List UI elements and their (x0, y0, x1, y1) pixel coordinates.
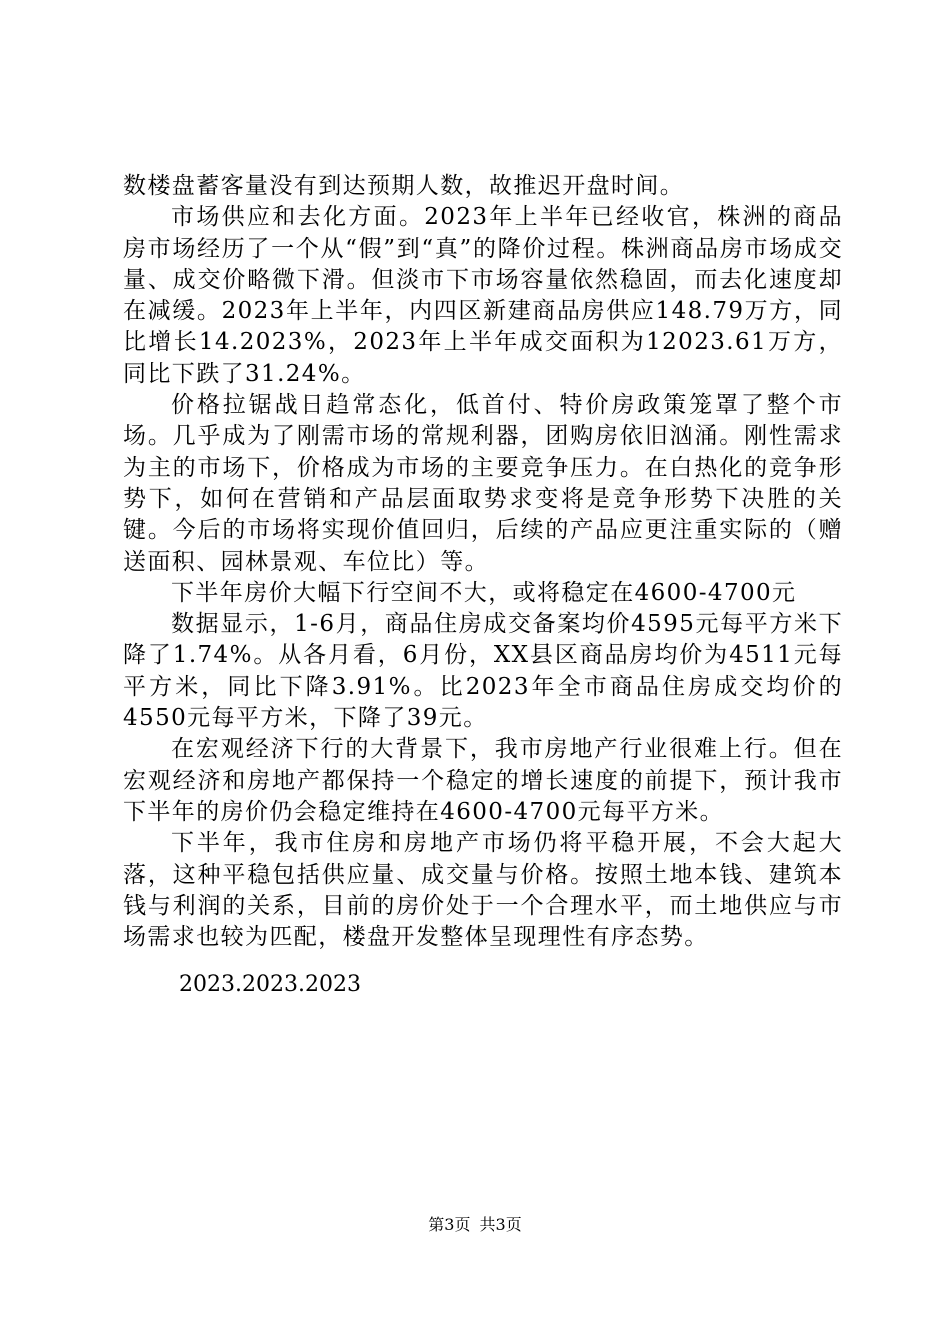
date-line: 2023.2023.2023 (179, 972, 361, 997)
body-text (123, 171, 843, 953)
page-footer: 第3页 共3页 (428, 1215, 522, 1234)
paragraph-7: 下半年，我市住房和房地产市场仍将平稳开展，不会大起大落，这种平稳包括供应量、成交量与价格。按照土地本钱、建筑本钱与利润的关系，目前的房价处于一个合理水平，而土地供应与市场需求也较为匹配，楼盘开发整体呈现理性有序态势。 (123, 830, 843, 951)
paragraph-3: 价格拉锯战日趋常态化，低首付、特价房政策笼罩了整个市场。几乎成为了刚需市场的常规利器，团购房依旧汹涌。刚性需求为主的市场下，价格成为市场的主要竞争压力。在白热化的竞争形势下，如何在营销和产品层面取势求变将是竞争形势下决胜的关键。今后的市场将实现价值回归，后续的产品应更注重实际的（赠送面积、园林景观、车位比）等。 (123, 392, 843, 575)
paragraph-5: 数据显示，1-6月，商品住房成交备案均价4595元每平方米下降了1.74%。从各月看，6月份，XX县区商品房均价为4511元每平方米，同比下降3.91%。比2023年全市商品住房成交均价的4550元每平方米，下降了39元。 (123, 611, 843, 732)
paragraph-4: 下半年房价大幅下行空间不大，或将稳定在4600-4700元 (171, 579, 797, 606)
paragraph-2: 市场供应和去化方面。2023年上半年已经收官，株洲的商品房市场经历了一个从“假”到“真”的降价过程。株洲商品房市场成交量、成交价略微下滑。但淡市下市场容量依然稳固，而去化速度却在减缓。2023年上半年，内四区新建商品房供应148.79万方，同比增长14.2023%，2023年上半年成交面积为12023.61万方，同比下跌了31.24%。 (123, 204, 843, 387)
paragraph-6: 在宏观经济下行的大背景下，我市房地产行业很难上行。但在宏观经济和房地产都保持一个稳定的增长速度的前提下，预计我市下半年的房价仍会稳定维持在4600-4700元每平方米。 (123, 736, 843, 825)
paragraph-1: 数楼盘蓄客量没有到达预期人数，故推迟开盘时间。 (123, 173, 685, 199)
